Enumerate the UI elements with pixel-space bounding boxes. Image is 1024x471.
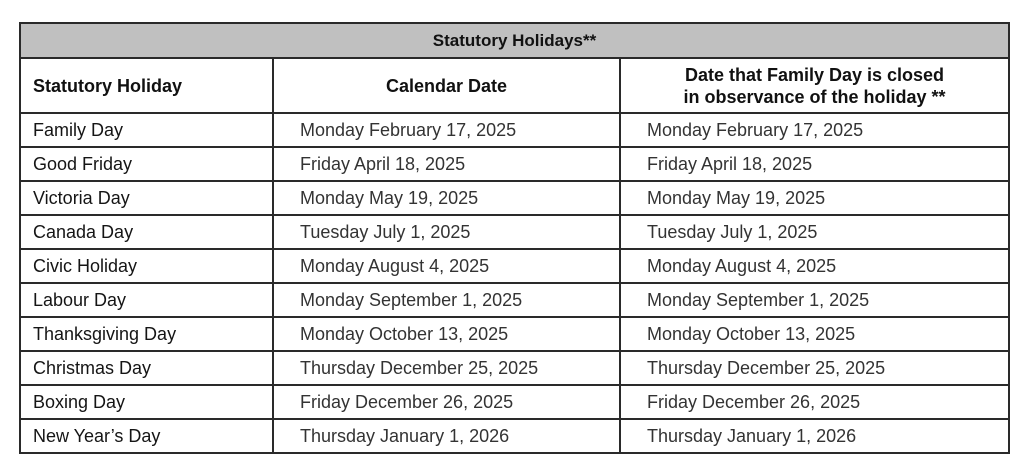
holiday-name: Good Friday	[20, 147, 273, 181]
holiday-name: Victoria Day	[20, 181, 273, 215]
calendar-date: Thursday December 25, 2025	[273, 351, 620, 385]
table-row	[20, 351, 1009, 385]
closed-date: Monday August 4, 2025	[620, 249, 1009, 283]
closed-date: Monday May 19, 2025	[620, 181, 1009, 215]
table-row	[20, 419, 1009, 453]
calendar-date: Thursday January 1, 2026	[273, 419, 620, 453]
closed-date: Tuesday July 1, 2025	[620, 215, 1009, 249]
table-title-row	[20, 23, 1009, 58]
table-header-row	[20, 58, 1009, 113]
holiday-name: Thanksgiving Day	[20, 317, 273, 351]
closed-date: Thursday January 1, 2026	[620, 419, 1009, 453]
closed-date: Friday April 18, 2025	[620, 147, 1009, 181]
calendar-date: Monday October 13, 2025	[273, 317, 620, 351]
closed-date: Thursday December 25, 2025	[620, 351, 1009, 385]
calendar-date: Monday May 19, 2025	[273, 181, 620, 215]
holiday-name: Labour Day	[20, 283, 273, 317]
column-header-closed-date-line1: Date that Family Day is closed	[684, 64, 945, 85]
holiday-name: Christmas Day	[20, 351, 273, 385]
column-header-holiday: Statutory Holiday	[20, 58, 273, 113]
holiday-name: Civic Holiday	[20, 249, 273, 283]
calendar-date: Friday December 26, 2025	[273, 385, 620, 419]
holiday-name: Family Day	[20, 113, 273, 147]
calendar-date: Tuesday July 1, 2025	[273, 215, 620, 249]
closed-date: Monday September 1, 2025	[620, 283, 1009, 317]
column-header-calendar-date: Calendar Date	[273, 58, 620, 113]
table-title: Statutory Holidays**	[20, 23, 1009, 58]
table-row	[20, 283, 1009, 317]
statutory-holidays-table	[19, 22, 1010, 454]
holiday-name: Boxing Day	[20, 385, 273, 419]
table-row	[20, 317, 1009, 351]
column-header-closed-date	[620, 58, 1009, 113]
table-row	[20, 215, 1009, 249]
holiday-name: Canada Day	[20, 215, 273, 249]
table-row	[20, 181, 1009, 215]
table-row	[20, 249, 1009, 283]
calendar-date: Friday April 18, 2025	[273, 147, 620, 181]
calendar-date: Monday September 1, 2025	[273, 283, 620, 317]
table-row	[20, 147, 1009, 181]
closed-date: Friday December 26, 2025	[620, 385, 1009, 419]
table-row	[20, 385, 1009, 419]
closed-date: Monday February 17, 2025	[620, 113, 1009, 147]
column-header-closed-date-line2: in observance of the holiday **	[683, 86, 946, 107]
calendar-date: Monday February 17, 2025	[273, 113, 620, 147]
holiday-name: New Year’s Day	[20, 419, 273, 453]
closed-date: Monday October 13, 2025	[620, 317, 1009, 351]
calendar-date: Monday August 4, 2025	[273, 249, 620, 283]
table-row	[20, 113, 1009, 147]
